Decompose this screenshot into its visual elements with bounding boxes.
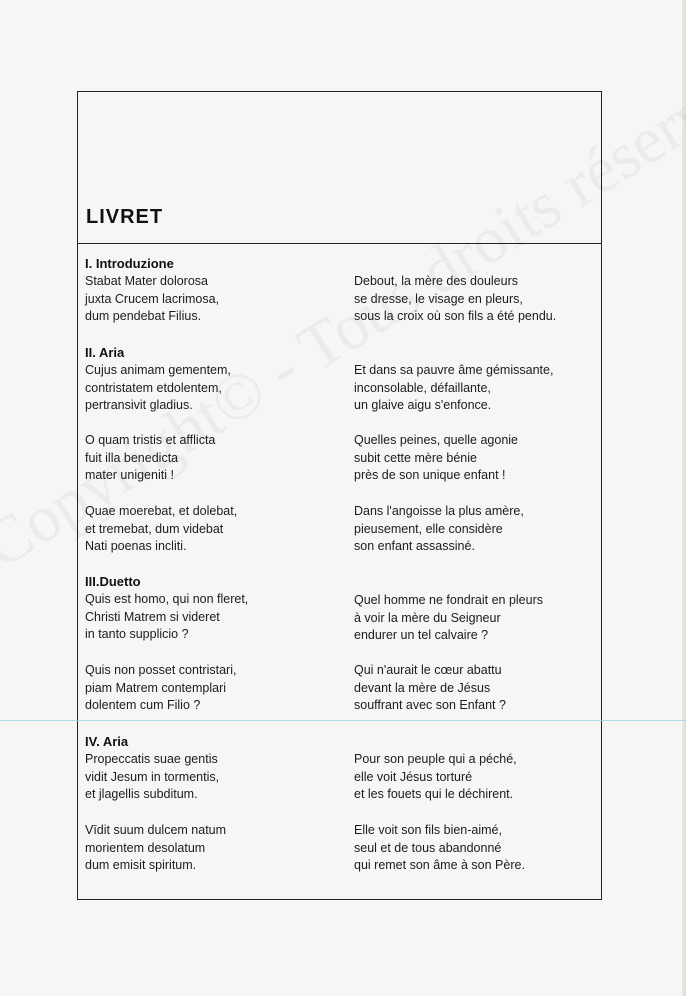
latin-line: Cujus animam gementem,	[85, 363, 231, 377]
latin-stanza	[85, 432, 215, 485]
latin-stanza	[85, 503, 237, 556]
french-line: un glaive aigu s'enfonce.	[354, 398, 492, 413]
latin-line: Nati poenas incliti.	[85, 539, 187, 554]
page-title: LIVRET	[86, 206, 164, 228]
latin-line: contristatem etdolentem,	[85, 380, 222, 395]
latin-line: et jlagellis subditum.	[85, 787, 198, 802]
latin-line: vidit Jesum in tormentis,	[85, 769, 220, 784]
french-line: souffrant avec son Enfant ?	[354, 698, 506, 713]
french-line: subit cette mère bénie	[354, 450, 477, 465]
latin-stanza	[85, 751, 219, 804]
french-line: sous la croix où son fils a été pendu.	[354, 309, 557, 324]
latin-stanza	[85, 273, 219, 326]
page-edge	[682, 0, 686, 996]
title-divider	[78, 243, 601, 244]
french-line: se dresse, le visage en pleurs,	[354, 291, 523, 306]
section-label-aria-ii: II. Aria	[85, 345, 125, 360]
section-label-introduzione: I. Introduzione	[85, 256, 174, 271]
latin-line: et tremebat, dum videbat	[85, 521, 224, 536]
french-line: Dans l'angoisse la plus amère,	[354, 504, 524, 518]
french-line: Et dans sa pauvre âme gémissante,	[354, 363, 554, 377]
section-label-duetto: III.Duetto	[85, 574, 141, 589]
latin-line: pertransivit gladius.	[85, 398, 193, 413]
french-line: son enfant assassiné.	[354, 539, 475, 554]
french-line: devant la mère de Jésus	[354, 680, 491, 695]
latin-stanza	[85, 362, 231, 415]
french-stanza	[354, 273, 556, 326]
latin-line: piam Matrem contemplari	[85, 680, 227, 695]
french-line: à voir la mère du Seigneur	[354, 610, 501, 625]
french-stanza	[354, 751, 517, 804]
latin-line: fuit illa benedicta	[85, 450, 179, 465]
section-label-aria-iv: IV. Aria	[85, 734, 129, 749]
french-stanza	[354, 662, 506, 715]
french-line: inconsolable, défaillante,	[354, 380, 491, 395]
french-line: Quelles peines, quelle agonie	[354, 433, 519, 447]
latin-line: morientem desolatum	[85, 840, 206, 855]
french-line: qui remet son âme à son Père.	[354, 858, 525, 873]
french-line: près de son unique enfant !	[354, 468, 506, 483]
latin-line: mater unigeniti !	[85, 468, 174, 483]
french-line: seul et de tous abandonné	[354, 840, 502, 855]
french-line: endurer un tel calvaire ?	[354, 628, 489, 643]
french-line: pieusement, elle considère	[354, 521, 503, 536]
latin-line: Quae moerebat, et dolebat,	[85, 504, 238, 518]
french-line: Elle voit son fils bien-aimé,	[354, 823, 502, 837]
latin-line: dum emisit spiritum.	[85, 858, 197, 873]
latin-stanza	[85, 662, 236, 715]
latin-line: in tanto supplicio ?	[85, 627, 189, 642]
latin-stanza	[85, 822, 226, 875]
latin-line: Vīdit suum dulcem natum	[85, 823, 227, 837]
latin-line: Christi Matrem si videret	[85, 609, 220, 624]
latin-line: dolentem cum Filio ?	[85, 698, 201, 713]
french-stanza	[354, 503, 524, 556]
french-line: elle voit Jésus torturé	[354, 769, 473, 784]
french-stanza	[354, 362, 553, 415]
french-stanza	[354, 822, 525, 875]
latin-line: Propeccatis suae gentis	[85, 752, 218, 766]
french-line: et les fouets qui le déchirent.	[354, 787, 514, 802]
latin-line: juxta Crucem lacrimosa,	[85, 291, 220, 306]
latin-stanza	[85, 591, 248, 644]
french-stanza	[354, 432, 518, 485]
french-line: Pour son peuple qui a péché,	[354, 752, 517, 766]
french-line: Quel homme ne fondrait en pleurs	[354, 593, 543, 607]
scan-artifact-line	[0, 720, 686, 721]
french-line: Qui n'aurait le cœur abattu	[354, 663, 502, 677]
latin-line: dum pendebat Filius.	[85, 309, 202, 324]
french-stanza	[354, 592, 543, 645]
latin-line: Quis est homo, qui non fleret,	[85, 592, 249, 606]
latin-line: O quam tristis et afflicta	[85, 433, 216, 447]
french-line: Debout, la mère des douleurs	[354, 274, 518, 288]
latin-line: Quis non posset contristari,	[85, 663, 237, 677]
latin-line: Stabat Mater dolorosa	[85, 274, 208, 288]
